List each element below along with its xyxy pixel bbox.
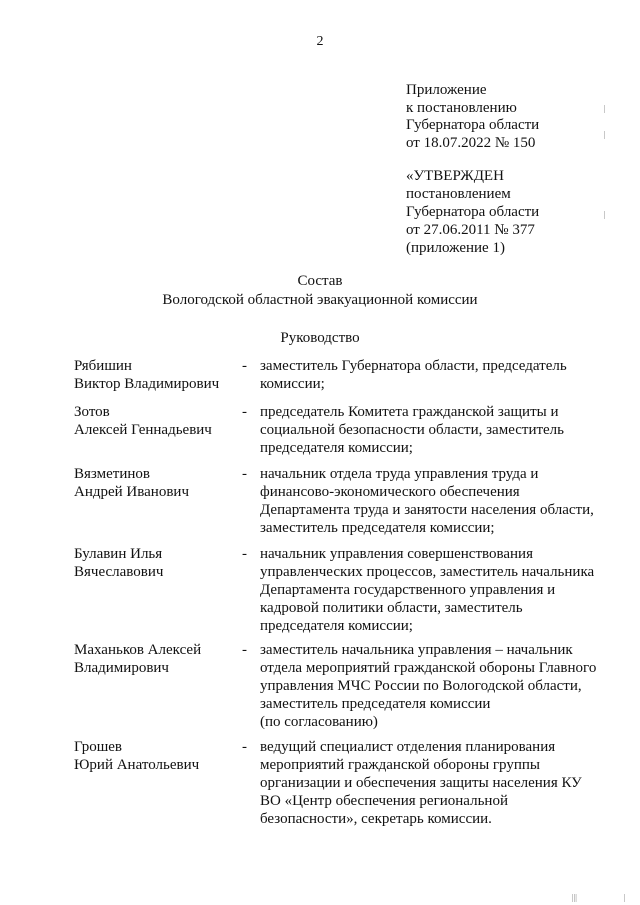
appendix-line: от 18.07.2022 № 150 <box>406 134 536 151</box>
member-role <box>260 357 610 393</box>
role-line: заместитель Губернатора области, председатель <box>260 358 567 374</box>
role-line: комиссии; <box>260 376 325 392</box>
member-role <box>260 738 610 828</box>
member-given-name: Андрей Иванович <box>74 484 189 500</box>
scan-mark: | <box>604 210 606 219</box>
role-line: мероприятий гражданской обороны группы <box>260 757 540 773</box>
member-given-name: Виктор Владимирович <box>74 376 220 392</box>
member-name <box>74 738 234 774</box>
role-line: отдела мероприятий гражданской обороны Главного <box>260 660 597 676</box>
member-surname: Булавин Илья <box>74 546 163 562</box>
appendix-line: Губернатора области <box>406 117 540 133</box>
role-line: заместитель председателя комиссии; <box>260 520 495 536</box>
member-role <box>260 403 610 457</box>
member-given-name: Алексей Геннадьевич <box>74 422 212 438</box>
role-line: организации и обеспечения защиты населения КУ <box>260 775 582 791</box>
scan-mark: | <box>604 104 606 113</box>
scan-mark: ||| <box>572 893 577 902</box>
role-line: управленческих процессов, заместитель начальника <box>260 564 595 580</box>
member-surname: Зотов <box>74 404 110 420</box>
dash-separator: - <box>242 404 247 420</box>
appendix-line: к постановлению <box>406 99 517 116</box>
member-surname: Грошев <box>74 739 123 755</box>
member-given-name: Владимирович <box>74 660 169 676</box>
appendix-block <box>406 82 539 152</box>
section-title: Руководство <box>280 330 360 346</box>
role-line: управления МЧС России по Вологодской области, <box>260 678 582 694</box>
role-line: начальник управления совершенствования <box>260 546 533 562</box>
member-role <box>260 545 610 635</box>
member-given-name: Юрий Анатольевич <box>74 757 200 773</box>
role-line: председатель Комитета гражданской защиты и <box>260 404 559 420</box>
role-line: председателя комиссии; <box>260 618 413 634</box>
role-line: кадровой политики области, заместитель <box>260 600 523 616</box>
scan-mark: | <box>624 893 626 902</box>
role-line: Департамента труда и занятости населения области, <box>260 502 594 518</box>
document-subtitle: Вологодской областной эвакуационной комиссии <box>162 292 478 308</box>
role-line: председателя комиссии; <box>260 440 413 456</box>
role-line: ведущий специалист отделения планирования <box>260 739 556 755</box>
approved-block <box>406 167 539 257</box>
approved-line: от 27.06.2011 № 377 <box>406 222 535 238</box>
approved-line: Губернатора области <box>406 204 540 220</box>
member-name <box>74 357 234 393</box>
role-line: социальной безопасности области, заместитель <box>260 422 565 438</box>
member-surname: Рябишин <box>74 358 132 374</box>
dash-separator: - <box>242 546 247 562</box>
approved-line: «УТВЕРЖДЕН <box>406 168 504 184</box>
appendix-line: Приложение <box>406 82 487 98</box>
member-name <box>74 465 234 501</box>
approved-line: постановлением <box>406 186 511 202</box>
member-role <box>260 641 610 731</box>
dash-separator: - <box>242 739 247 755</box>
role-line: (по согласованию) <box>260 714 378 730</box>
document-title: Состав <box>297 273 343 289</box>
page-number: 2 <box>316 34 324 49</box>
approved-line: (приложение 1) <box>406 240 505 256</box>
dash-separator: - <box>242 466 247 482</box>
member-given-name: Вячеславович <box>74 564 164 580</box>
dash-separator: - <box>242 642 247 658</box>
role-line: заместитель председателя комиссии <box>260 696 491 712</box>
role-line: начальник отдела труда управления труда и <box>260 466 539 482</box>
member-name <box>74 403 234 439</box>
member-name <box>74 545 234 581</box>
role-line: заместитель начальника управления – начальник <box>260 642 573 658</box>
member-name <box>74 641 234 677</box>
role-line: безопасности», секретарь комиссии. <box>260 811 492 827</box>
dash-separator: - <box>242 358 247 374</box>
member-surname: Вязметинов <box>74 466 150 482</box>
role-line: ВО «Центр обеспечения региональной <box>260 793 508 809</box>
role-line: финансово-экономического обеспечения <box>260 484 520 500</box>
member-surname: Маханьков Алексей <box>74 642 202 658</box>
role-line: Департамента государственного управления и <box>260 582 556 598</box>
scan-mark: | <box>604 130 606 139</box>
member-role <box>260 465 610 537</box>
